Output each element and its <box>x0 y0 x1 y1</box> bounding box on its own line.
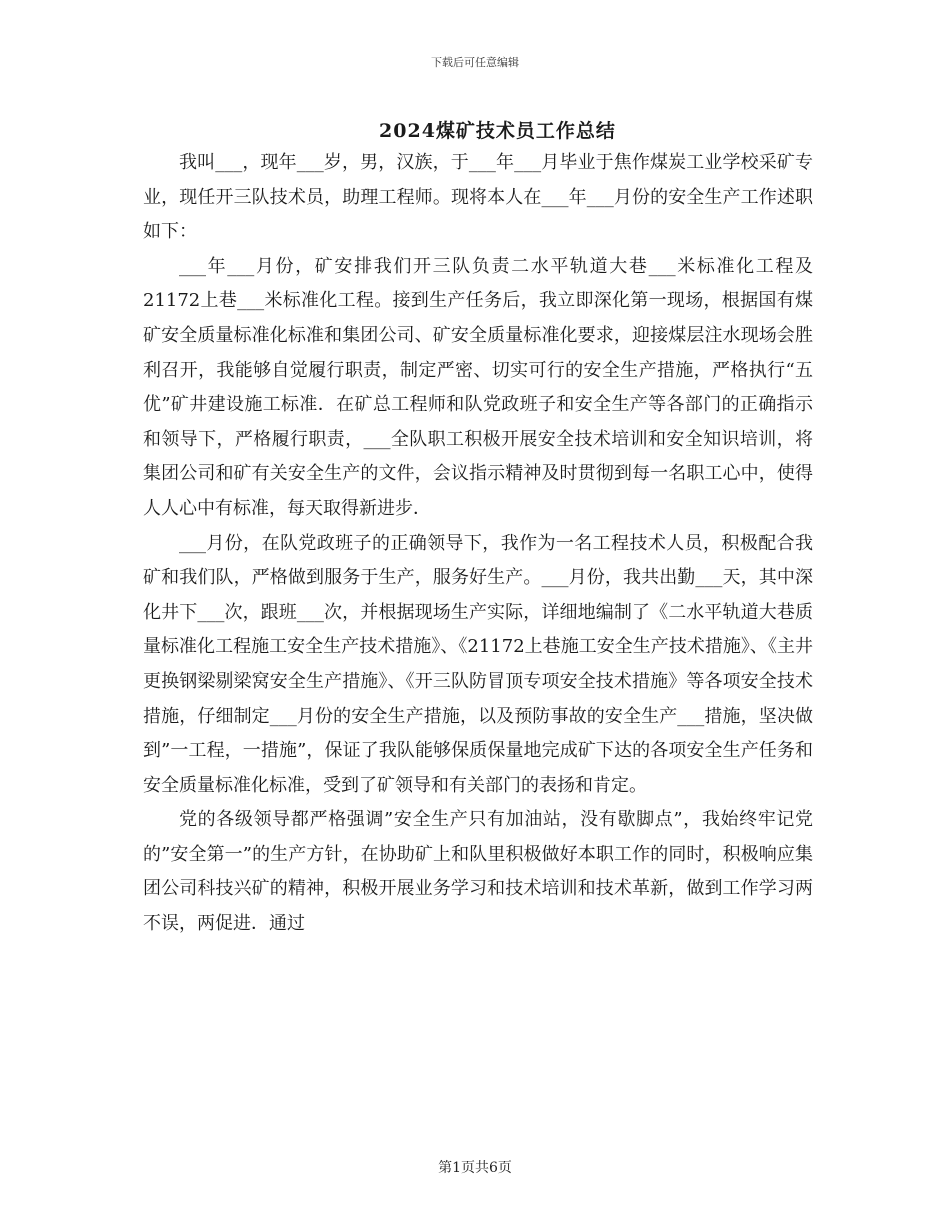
document-body <box>143 146 813 942</box>
paragraph-2: ___年___月份，矿安排我们开三队负责二水平轨道大巷___米标准化工程及21172上巷___米标准化工程。接到生产任务后，我立即深化第一现场，根据国有煤矿安全质量标准化标准和集团公司、矿安全质量标准化要求，迎接煤层注水现场会胜利召开，我能够自觉履行职责，制定严密、切实可行的安全生产措施，严格执行“五优”矿井建设施工标准．在矿总工程师和队党政班子和安全生产等各部门的正确指示和领导下，严格履行职责，___全队职工积极开展安全技术培训和安全知识培训，将集团公司和矿有关安全生产的文件，会议指示精神及时贯彻到每一名职工心中，使得人人心中有标准，每天取得新进步． <box>143 255 813 519</box>
page-number: 第1页共6页 <box>438 1160 512 1176</box>
document-title: 2024煤矿技术员工作总结 <box>379 120 616 142</box>
paragraph-1: 我叫___，现年___岁，男，汉族，于___年___月毕业于焦作煤炭工业学校采矿专业，现任开三队技术员，助理工程师。现将本人在___年___月份的安全生产工作述职如下： <box>143 152 813 243</box>
header-note: 下载后可任意编辑 <box>431 56 519 69</box>
paragraph-3: ___月份，在队党政班子的正确领导下，我作为一名工程技术人员，积极配合我矿和我们队，严格做到服务于生产，服务好生产。___月份，我共出勤___天，其中深化井下___次，跟班___次，并根据现场生产实际，详细地编制了《二水平轨道大巷质量标准化工程施工安全生产技术措施》、《21172上巷施工安全生产技术措施》、《主井更换钢梁剔梁窝安全生产措施》、《开三队防冒顶专项安全技术措施》等各项安全技术措施，仔细制定___月份的安全生产措施，以及预防事故的安全生产___措施，坚决做到”一工程，一措施”，保证了我队能够保质保量地完成矿下达的各项安全生产任务和安全质量标准化标准，受到了矿领导和有关部门的表扬和肯定。 <box>143 532 813 796</box>
paragraph-4: 党的各级领导都严格强调”安全生产只有加油站，没有歇脚点”，我始终牢记党的”安全第一”的生产方针，在协助矿上和队里积极做好本职工作的同时，积极响应集团公司科技兴矿的精神，积极开展业务学习和技术培训和技术革新，做到工作学习两不误，两促进．通过 <box>143 809 813 935</box>
